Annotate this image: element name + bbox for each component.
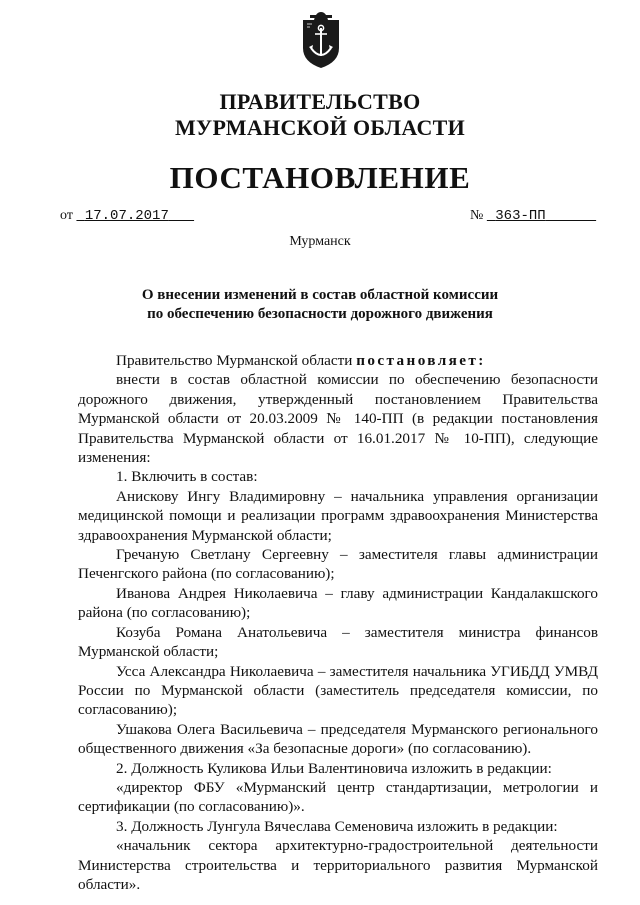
paragraph: «начальник сектора архитектурно-градостроительной деятельности Министерства строительства и территориального развития Мурманской области». bbox=[78, 837, 598, 893]
paragraph: 1. Включить в состав: bbox=[116, 468, 258, 486]
intro-text: Правительство Мурманской области bbox=[116, 352, 353, 369]
paragraph: «директор ФБУ «Мурманский центр стандартизации, метрологии и сертификации (по согласованию)». bbox=[78, 778, 598, 816]
paragraph: Гречаную Светлану Сергеевну – заместителя главы администрации Печенгского района (по согласованию); bbox=[78, 546, 598, 583]
paragraph: Усса Александра Николаевича – заместителя начальника УГИБДД УМВД России по Мурманской области (заместитель председателя комиссии, по согласованию); bbox=[78, 662, 598, 719]
paragraph: Ушакова Олега Васильевича – председателя Мурманского регионального общественного движения «За безопасные дороги» (по согласованию). bbox=[78, 720, 598, 758]
paragraph: Иванова Андрея Николаевича – главу администрации Кандалакшского района (по согласованию); bbox=[78, 584, 598, 622]
paragraph: Анискову Ингу Владимировну – начальника управления организации медицинской помощи и реализации программ здравоохранения Министерства здравоохранения Мурманской области; bbox=[78, 487, 598, 544]
document-body bbox=[78, 351, 598, 894]
document-number-row bbox=[470, 208, 596, 224]
intro-action: постановляет: bbox=[356, 352, 486, 369]
document-subject bbox=[0, 286, 640, 324]
number-prefix: № bbox=[470, 208, 484, 223]
paragraph: внести в состав областной комиссии по обеспечению безопасности дорожного движения, утвержденный постановлением Правительства Мурманской области от 20.03.2009 № 140-ПП (в редакции постановления Правительства Мурманской области от 16.01.2017 № 10-ПП), следующие изменения: bbox=[78, 371, 598, 467]
document-date: 17.07.2017 bbox=[84, 208, 169, 224]
subject-line2: по обеспечению безопасности дорожного движения bbox=[147, 306, 493, 322]
paragraph: Козуба Романа Анатольевича – заместителя министра финансов Мурманской области; bbox=[78, 623, 598, 661]
subject-line1: О внесении изменений в состав областной комиссии bbox=[141, 287, 499, 303]
intro-paragraph bbox=[78, 351, 598, 370]
document-type-title: ПОСТАНОВЛЕНИЕ bbox=[169, 160, 471, 195]
paragraph: 3. Должность Лунгула Вячеслава Семеновича изложить в редакции: bbox=[116, 817, 558, 835]
document-number: 363-ПП bbox=[495, 208, 546, 224]
document-date-row bbox=[60, 208, 194, 224]
paragraph: 2. Должность Куликова Ильи Валентиновича изложить в редакции: bbox=[116, 759, 552, 777]
date-prefix: от bbox=[60, 208, 73, 223]
government-name-line1: ПРАВИТЕЛЬСТВО bbox=[219, 89, 421, 114]
city-name: Мурманск bbox=[289, 234, 351, 249]
government-name-line2: МУРМАНСКОЙ ОБЛАСТИ bbox=[174, 115, 466, 140]
coat-of-arms-icon bbox=[300, 12, 342, 70]
